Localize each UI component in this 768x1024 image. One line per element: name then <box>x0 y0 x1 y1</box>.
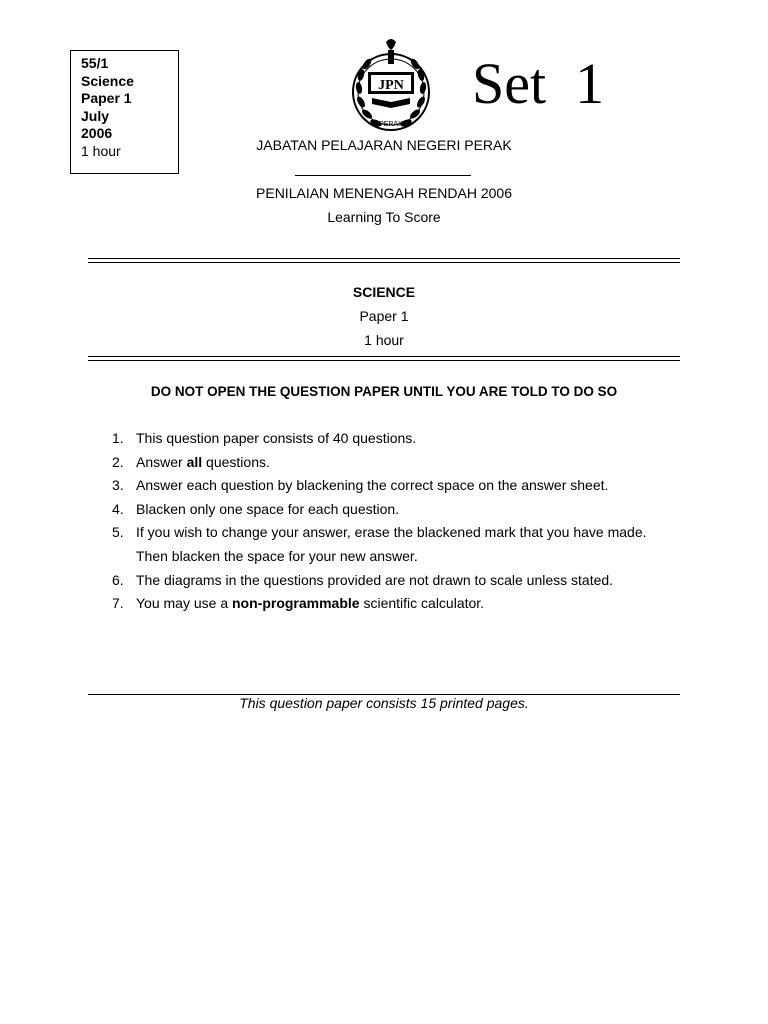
paper-label: Paper 1 <box>359 308 409 324</box>
double-rule-bottom <box>88 356 680 361</box>
instruction-number: 2. <box>112 453 124 470</box>
paper-number: Paper 1 <box>81 90 132 106</box>
instruction-number: 6. <box>112 571 124 588</box>
paper-code: 55/1 <box>81 55 109 71</box>
instruction-item <box>112 592 682 616</box>
crest-monogram: JPN <box>378 78 404 93</box>
instruction-text: The diagrams in the questions provided are not drawn to scale unless stated. <box>136 571 614 588</box>
double-rule-top <box>88 258 680 263</box>
instruction-number: 5. <box>112 524 124 541</box>
instructions-list <box>112 427 682 616</box>
department-name: JABATAN PELAJARAN NEGERI PERAK <box>256 137 512 153</box>
instruction-text: Answer each question by blackening the correct space on the answer sheet. <box>136 477 609 494</box>
paper-month: July <box>81 107 110 124</box>
paper-subject: Science <box>81 72 134 89</box>
instruction-number: 3. <box>112 477 124 494</box>
instruction-item <box>112 451 682 475</box>
instruction-item <box>112 474 682 498</box>
instruction-number: 1. <box>112 430 124 446</box>
instruction-text: If you wish to change your answer, erase the blackened mark that you have made. Then blacken the space for your new answer. <box>136 524 647 564</box>
instruction-item <box>112 569 682 593</box>
page-count-note: This question paper consists 15 printed pages. <box>239 695 529 711</box>
instruction-emphasis: non-programmable <box>232 595 360 612</box>
instruction-number: 4. <box>112 500 124 517</box>
instruction-text: This question paper consists of 40 questions. <box>136 430 417 446</box>
instruction-text-end: questions. <box>202 453 270 470</box>
tagline: Learning To Score <box>327 209 441 225</box>
exam-title: PENILAIAN MENENGAH RENDAH 2006 <box>256 185 512 201</box>
instruction-text: Answer <box>136 453 187 470</box>
instruction-text: You may use a <box>136 595 232 612</box>
jpn-perak-crest-icon <box>350 38 432 138</box>
warning-notice: DO NOT OPEN THE QUESTION PAPER UNTIL YOU ARE TOLD TO DO SO <box>150 384 618 399</box>
crest-ring-text: PERAK <box>379 121 403 128</box>
paper-duration: 1 hour <box>81 142 121 159</box>
instruction-item <box>112 427 682 451</box>
instruction-item <box>112 521 682 568</box>
subject-heading: SCIENCE <box>352 284 416 300</box>
set-label: Set 1 <box>472 51 605 116</box>
duration-label: 1 hour <box>364 332 404 348</box>
instruction-emphasis: all <box>186 453 203 470</box>
instruction-item <box>112 498 682 522</box>
instruction-text: Blacken only one space for each question. <box>136 500 400 517</box>
department-underline <box>295 175 471 176</box>
instruction-number: 7. <box>112 595 124 612</box>
instruction-text-end: scientific calculator. <box>359 595 485 612</box>
paper-year: 2006 <box>81 125 113 141</box>
paper-code-box <box>70 50 179 174</box>
